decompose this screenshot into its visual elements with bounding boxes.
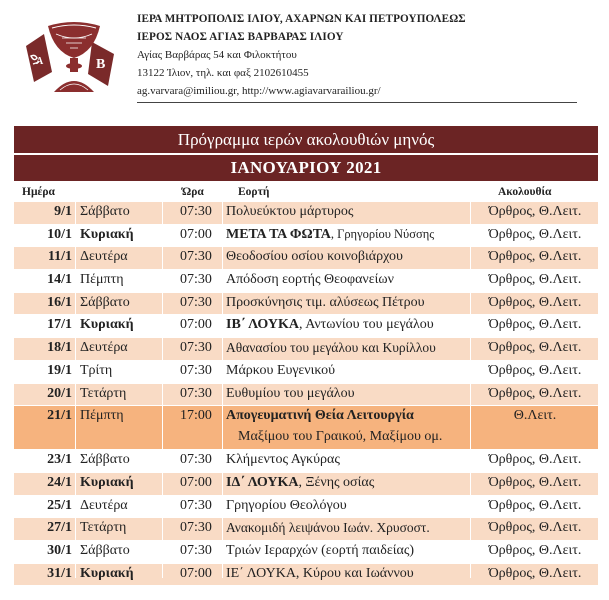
row-date: 25/1 [47, 497, 72, 513]
row-feast: Προσκύνησις τιμ. αλύσεως Πέτρου [226, 294, 425, 310]
column-divider [470, 202, 471, 578]
row-time: 07:30 [180, 497, 212, 513]
table-header [14, 183, 598, 202]
row-date: 27/1 [47, 520, 72, 536]
row-time: 07:00 [180, 317, 212, 333]
table-row [14, 270, 598, 293]
row-day: Δευτέρα [80, 497, 128, 513]
row-day: Πέμπτη [80, 408, 124, 424]
row-date: 20/1 [47, 385, 72, 401]
row-date: 16/1 [47, 294, 72, 310]
row-feast: ΜΕΤΑ ΤΑ ΦΩΤΑ, Γρηγορίου Νύσσης [226, 226, 435, 242]
row-date: 19/1 [47, 362, 72, 378]
row-time: 07:00 [180, 226, 212, 242]
chalice-icon [22, 12, 122, 104]
row-service: Όρθρος, Θ.Λειτ. [488, 385, 582, 401]
row-date: 17/1 [47, 317, 72, 333]
row-time: 07:00 [180, 565, 212, 581]
row-date: 23/1 [47, 452, 72, 468]
row-feast: Αθανασίου του μεγάλου και Κυρίλλου [226, 340, 436, 356]
row-time: 07:30 [180, 272, 212, 288]
column-divider [75, 202, 76, 578]
row-feast: Πολυεύκτου μάρτυρος [226, 204, 354, 219]
row-feast: Ευθυμίου του μεγάλου [226, 385, 355, 401]
row-service: Όρθρος, Θ.Λειτ. [488, 340, 582, 356]
row-service: Όρθρος, Θ.Λειτ. [488, 272, 582, 288]
row-time: 07:30 [180, 542, 212, 558]
header-divider [137, 102, 577, 103]
row-time: 17:00 [180, 408, 212, 424]
row-time: 07:30 [180, 452, 212, 468]
svg-text:B: B [96, 57, 106, 72]
row-day: Σάββατο [80, 452, 130, 468]
row-time: 07:30 [180, 520, 212, 536]
row-service: Όρθρος, Θ.Λειτ. [488, 565, 582, 581]
table-row [14, 541, 598, 564]
column-day: Ημέρα [22, 186, 55, 198]
row-day: Κυριακή [80, 565, 134, 581]
row-time: 07:30 [180, 362, 212, 378]
row-service: Όρθρος, Θ.Λειτ. [488, 204, 582, 219]
table-row [14, 225, 598, 248]
row-feast: Τριών Ιεραρχών (εορτή παιδείας) [226, 542, 415, 558]
row-time: 07:30 [180, 204, 212, 219]
row-date: 14/1 [47, 272, 72, 288]
schedule-title: Πρόγραμμα ιερών ακολουθιών μηνός [14, 126, 598, 153]
contact-links: ag.varvara@imiliou.gr, http://www.agiavarvarailiou.gr/ [137, 85, 381, 97]
row-time: 07:30 [180, 249, 212, 265]
table-row-highlighted [14, 406, 598, 450]
row-feast: Απογευματινή Θεία Λειτουργία [226, 408, 414, 424]
church-header [137, 10, 577, 100]
row-service: Όρθρος, Θ.Λειτ. [488, 452, 582, 468]
row-service: Όρθρος, Θ.Λειτ. [488, 249, 582, 265]
row-feast: Ανακομιδή λειψάνου Ιωάν. Χρυσοστ. [226, 520, 430, 536]
row-service: Όρθρος, Θ.Λειτ. [488, 226, 582, 242]
column-divider [222, 202, 223, 578]
row-feast: Μάρκου Ευγενικού [226, 362, 336, 378]
row-feast: Θεοδοσίου οσίου κοινοβιάρχου [226, 249, 403, 265]
church-name: ΙΕΡΟΣ ΝΑΟΣ ΑΓΙΑΣ ΒΑΡΒΑΡΑΣ ΙΛΙΟΥ [137, 31, 344, 43]
row-day: Κυριακή [80, 474, 134, 490]
row-time: 07:30 [180, 294, 212, 310]
table-row [14, 384, 598, 407]
address: Αγίας Βαρβάρας 54 και Φιλοκτήτου [137, 49, 297, 61]
column-time: Ώρα [182, 186, 204, 198]
table-row [14, 315, 598, 338]
row-day: Τετάρτη [80, 385, 127, 401]
row-feast: Γρηγορίου Θεολόγου [226, 497, 347, 513]
table-row [14, 293, 598, 316]
row-date: 11/1 [47, 249, 72, 265]
table-row [14, 450, 598, 473]
row-day: Τετάρτη [80, 520, 127, 536]
table-row [14, 564, 598, 587]
table-row [14, 361, 598, 384]
schedule-table [14, 202, 598, 586]
metropolis-name: ΙΕΡΑ ΜΗΤΡΟΠΟΛΙΣ ΙΛΙΟΥ, ΑΧΑΡΝΩΝ ΚΑΙ ΠΕΤΡΟΥΠΟΛΕΩΣ [137, 13, 466, 25]
row-date: 21/1 [47, 408, 72, 424]
column-feast: Εορτή [238, 186, 270, 198]
column-service: Ακολουθία [498, 186, 552, 198]
row-service: Όρθρος, Θ.Λειτ. [488, 317, 582, 333]
table-row [14, 202, 598, 225]
row-service: Όρθρος, Θ.Λειτ. [488, 294, 582, 310]
row-feast-line2: Μαξίμου του Γραικού, Μαξίμου ομ. [238, 429, 443, 445]
svg-text:A: A [36, 56, 44, 67]
row-day: Κυριακή [80, 317, 134, 333]
row-feast: Κλήμεντος Αγκύρας [226, 452, 340, 468]
row-service: Όρθρος, Θ.Λειτ. [488, 542, 582, 558]
row-feast: ΙΔ΄ ΛΟΥΚΑ, Ξένης οσίας [226, 474, 375, 490]
row-feast: Απόδοση εορτής Θεοφανείων [226, 272, 394, 288]
column-divider [162, 202, 163, 578]
row-date: 31/1 [47, 565, 72, 581]
table-row [14, 338, 598, 361]
table-row [14, 473, 598, 496]
row-day: Δευτέρα [80, 249, 128, 265]
row-date: 9/1 [54, 204, 72, 219]
row-service: Όρθρος, Θ.Λειτ. [488, 362, 582, 378]
row-feast: ΙΕ΄ ΛΟΥΚΑ, Κύρου και Ιωάννου [226, 565, 414, 581]
row-date: 18/1 [47, 340, 72, 356]
row-time: 07:30 [180, 385, 212, 401]
row-service: Όρθρος, Θ.Λειτ. [488, 497, 582, 513]
row-day: Σάββατο [80, 204, 130, 219]
row-day: Σάββατο [80, 542, 130, 558]
row-date: 30/1 [47, 542, 72, 558]
row-day: Κυριακή [80, 226, 134, 242]
row-date: 24/1 [47, 474, 72, 490]
table-row [14, 496, 598, 519]
row-day: Δευτέρα [80, 340, 128, 356]
row-day: Πέμπτη [80, 272, 124, 288]
row-day: Τρίτη [80, 362, 113, 378]
row-feast: ΙΒ΄ ΛΟΥΚΑ, Αντωνίου του μεγάλου [226, 317, 434, 333]
phone: 13122 Ίλιον, τηλ. και φαξ 2102610455 [137, 67, 309, 79]
table-row [14, 518, 598, 541]
row-service: Όρθρος, Θ.Λειτ. [488, 474, 582, 490]
row-service: Όρθρος, Θ.Λειτ. [488, 520, 582, 536]
row-date: 10/1 [47, 226, 72, 242]
row-service: Θ.Λειτ. [513, 408, 557, 424]
schedule-month: ΙΑΝΟΥΑΡΙΟΥ 2021 [14, 155, 598, 181]
row-time: 07:00 [180, 474, 212, 490]
row-day: Σάββατο [80, 294, 130, 310]
row-time: 07:30 [180, 340, 212, 356]
table-row [14, 247, 598, 270]
